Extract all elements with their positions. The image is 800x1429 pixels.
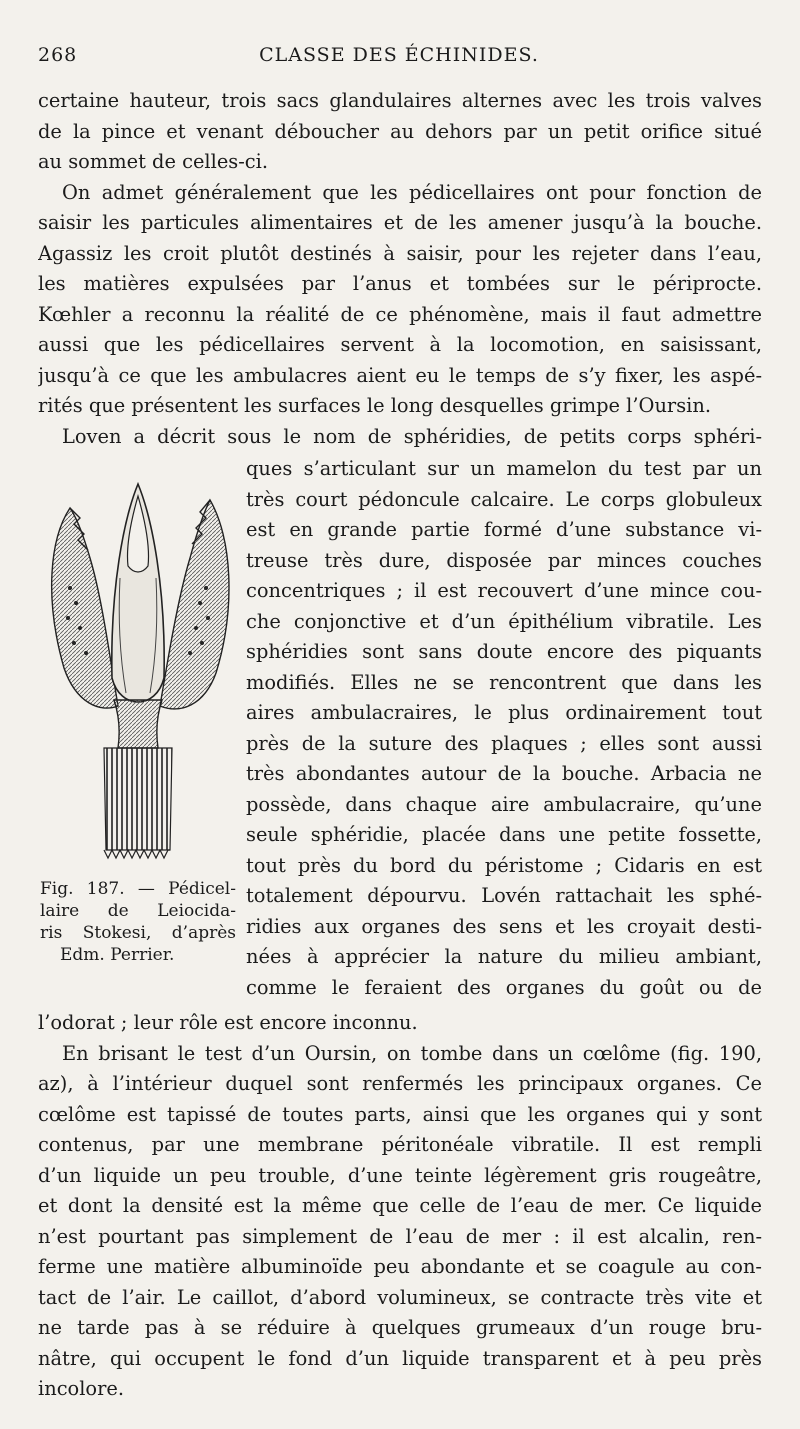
text-line: Loven a décrit sous le nom de sphéridies, de petits corps sphéri- xyxy=(62,424,762,448)
text-line: seule sphéridie, placée dans une petite fossette, xyxy=(246,823,762,846)
text-line: tout près du bord du péristome ; Cidaris en est xyxy=(246,853,762,877)
text-line: comme le feraient des organes du goût ou de xyxy=(246,975,762,999)
text-line: ne tarde pas à se réduire à quelques grumeaux d’un rouge bru- xyxy=(38,1316,762,1339)
text-line: aires ambulacraires, le plus ordinairement tout xyxy=(246,701,762,724)
text-line: l’odorat ; leur rôle est encore inconnu. xyxy=(38,1011,418,1034)
text-line: les matières expulsées par l’anus et tombées sur le périprocte. xyxy=(38,272,762,295)
text-line: Agassiz les croit plutôt destinés à saisir, pour les rejeter dans l’eau, xyxy=(38,241,762,265)
text-line: nées à apprécier la nature du milieu ambiant, xyxy=(246,945,762,968)
figure-caption xyxy=(40,878,236,966)
text-line: est en grande partie formé d’une substance vi- xyxy=(246,518,762,541)
pedicellaire-icon xyxy=(40,478,236,868)
text-line: modifiés. Elles ne se rencontrent que dans les xyxy=(246,670,762,694)
caption-line: laire de Leiocida- xyxy=(40,901,236,921)
running-head xyxy=(38,44,760,74)
pedicellaire-figure xyxy=(40,478,236,868)
text-line: contenus, par une membrane péritonéale vibratile. Il est rempli xyxy=(38,1133,762,1156)
text-line: jusqu’à ce que les ambulacres aient eu le temps de s’y fixer, les aspé- xyxy=(38,363,762,387)
text-line: ridies aux organes des sens et les croyait desti- xyxy=(246,914,762,938)
text-line: près de la suture des plaques ; elles sont aussi xyxy=(246,731,762,755)
text-line: Kœhler a reconnu la réalité de ce phénomène, mais il faut admettre xyxy=(38,302,762,326)
text-line: possède, dans chaque aire ambulacraire, qu’une xyxy=(246,792,762,816)
text-line: concentriques ; il est recouvert d’une mince cou- xyxy=(246,579,762,602)
text-line: aussi que les pédicellaires servent à la locomotion, en saisissant, xyxy=(38,333,762,356)
caption-line: Edm. Perrier. xyxy=(60,945,175,965)
text-line: che conjonctive et d’un épithélium vibratile. Les xyxy=(246,609,762,633)
caption-line: Fig. 187. — Pédicel- xyxy=(40,879,236,899)
text-line: ques s’articulant sur un mamelon du test par un xyxy=(246,457,762,480)
text-line: d’un liquide un peu trouble, d’une teinte légèrement gris rougeâtre, xyxy=(38,1163,762,1187)
text-line: au sommet de celles-ci. xyxy=(38,150,269,173)
text-line: et dont la densité est la même que celle de l’eau de mer. Ce liquide xyxy=(38,1194,762,1217)
text-column-top xyxy=(38,86,762,452)
text-line: certaine hauteur, trois sacs glandulaires alternes avec les trois valves xyxy=(38,89,762,112)
text-line: az), à l’intérieur duquel sont renfermés les principaux organes. Ce xyxy=(38,1072,762,1095)
text-line: totalement dépourvu. Lovén rattachait les sphé- xyxy=(246,884,762,907)
text-line: n’est pourtant pas simplement de l’eau de mer : il est alcalin, ren- xyxy=(38,1224,762,1248)
text-line: incolore. xyxy=(38,1377,125,1400)
text-line: de la pince et venant déboucher au dehors par un petit orifice situé xyxy=(38,119,762,143)
text-line: très court pédoncule calcaire. Le corps globuleux xyxy=(246,487,762,511)
text-line: rités que présentent les surfaces le long desquelles grimpe l’Oursin. xyxy=(38,394,712,417)
running-title: CLASSE DES ÉCHINIDES. xyxy=(259,44,539,66)
text-line: très abondantes autour de la bouche. Arbacia ne xyxy=(246,762,762,785)
text-line: sphéridies sont sans doute encore des piquants xyxy=(246,640,762,663)
page-number: 268 xyxy=(38,44,78,66)
text-column-bottom xyxy=(38,1008,762,1405)
text-line: saisir les particules alimentaires et de les amener jusqu’à la bouche. xyxy=(38,211,762,234)
text-line: En brisant le test d’un Oursin, on tombe dans un cœlôme (fig. 190, xyxy=(62,1041,762,1065)
text-line: On admet généralement que les pédicellaires ont pour fonction de xyxy=(62,180,762,204)
text-line: tact de l’air. Le caillot, d’abord volumineux, se contracte très vite et xyxy=(38,1285,762,1309)
text-column-beside-figure xyxy=(246,454,762,1003)
caption-line: ris Stokesi, d’après xyxy=(40,923,236,943)
text-line: nâtre, qui occupent le fond d’un liquide transparent et à peu près xyxy=(38,1346,762,1370)
text-line: ferme une matière albuminoïde peu abondante et se coagule au con- xyxy=(38,1255,762,1278)
text-line: treuse très dure, disposée par minces couches xyxy=(246,548,762,572)
text-line: cœlôme est tapissé de toutes parts, ainsi que les organes qui y sont xyxy=(38,1102,762,1126)
